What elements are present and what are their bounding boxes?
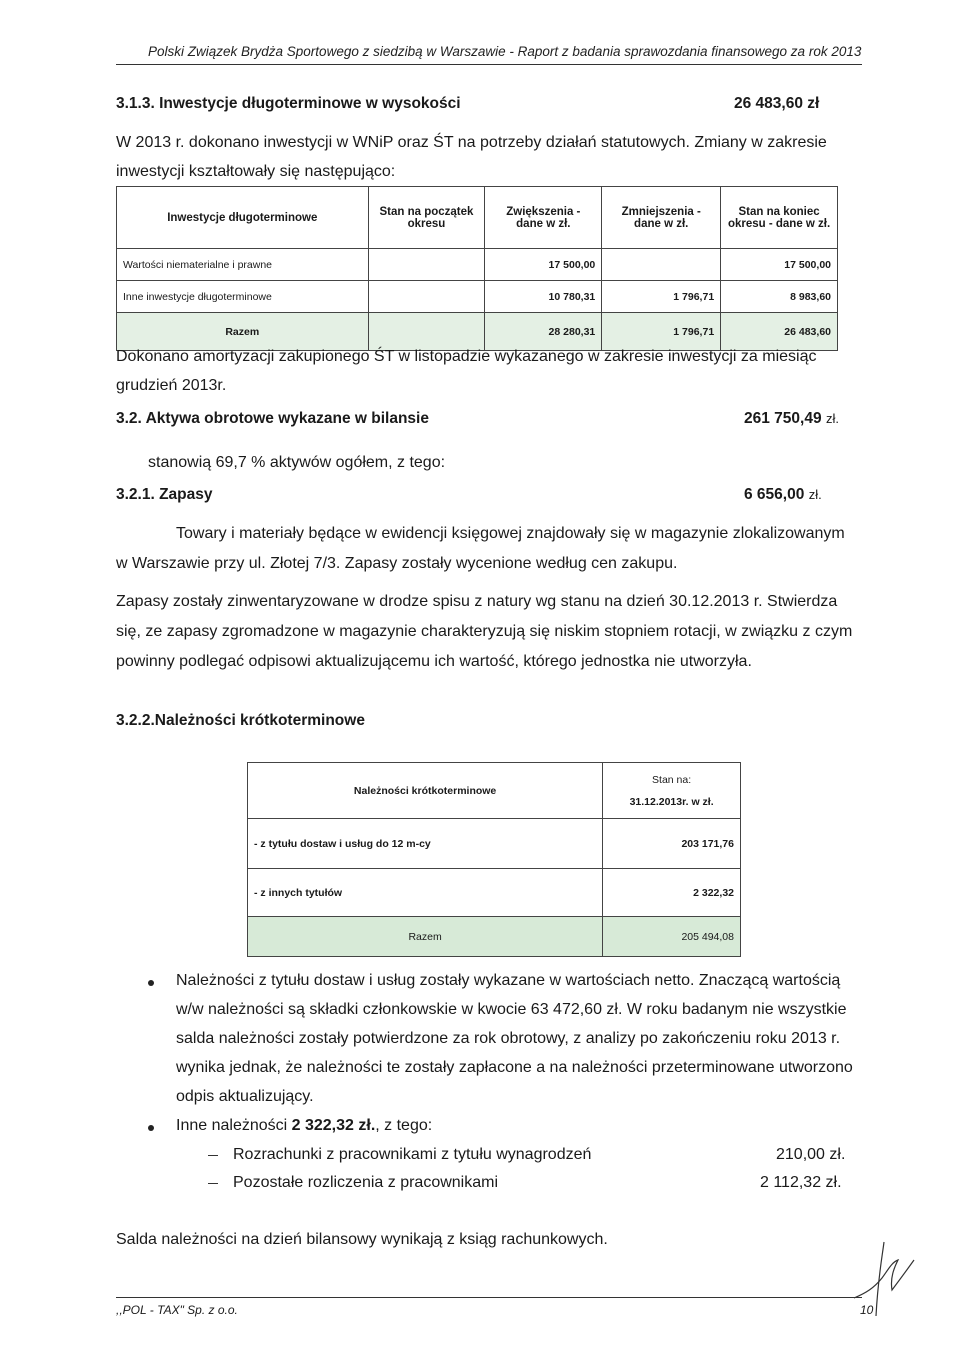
footer-company: ,,POL - TAX" Sp. z o.o.	[116, 1303, 238, 1317]
dash-icon	[208, 1183, 218, 1184]
cell	[368, 249, 485, 281]
section-3-2-1-title: 3.2.1. Zapasy	[116, 486, 213, 503]
investments-table	[116, 186, 838, 351]
dash-icon	[208, 1155, 218, 1156]
bullet-icon	[148, 980, 154, 986]
receivables-header: Należności krótkoterminowe	[248, 763, 603, 819]
amount-unit: zł.	[826, 411, 840, 426]
col-header-investments: Inwestycje długoterminowe	[117, 187, 369, 249]
bullet-icon	[148, 1125, 154, 1131]
section-3-2-amount	[744, 410, 839, 428]
cell: 28 280,31	[485, 313, 602, 351]
cell: 2 322,32	[603, 869, 741, 917]
other-receivables-amount: 2 322,32 zł.	[291, 1117, 376, 1134]
section-3-1-3-amount: 26 483,60 zł	[734, 95, 820, 112]
cell: 8 983,60	[721, 281, 838, 313]
inventory-line-1: Zapasy zostały zinwentaryzowane w drodze spisu z natury wg stanu na dzień 30.12.2013 r. Stwierdza	[116, 593, 838, 610]
other-receivables-label: Inne należności	[176, 1117, 292, 1134]
cell: 203 171,76	[603, 819, 741, 869]
cell: 1 796,71	[602, 313, 721, 351]
cell: 205 494,08	[603, 917, 741, 957]
row-label: Inne inwestycje długoterminowe	[117, 281, 369, 313]
detail-2-amount: 2 112,32 zł.	[760, 1174, 842, 1191]
amortization-line-1: Dokonano amortyzacji zakupionego ŚT w listopadzie wykazanego w zakresie inwestycji za miesiąc	[116, 348, 817, 365]
inventory-line-3: powinny podlegać odpisowi aktualizującemu ich wartość, którego jednostka nie utworzyła.	[116, 653, 752, 670]
table-row	[248, 819, 741, 869]
row-label: Razem	[248, 917, 603, 957]
cell: 17 500,00	[721, 249, 838, 281]
col-header-increase: Zwiększenia - dane w zł.	[485, 187, 602, 249]
table-total-row	[248, 917, 741, 957]
row-label: - z innych tytułów	[248, 869, 603, 917]
section-3-2-title: 3.2. Aktywa obrotowe wykazane w bilansie	[116, 410, 429, 427]
footer-rule	[116, 1297, 862, 1298]
row-label: - z tytułu dostaw i usług do 12 m-cy	[248, 819, 603, 869]
receivables-note-5: odpis aktualizujący.	[176, 1088, 314, 1105]
receivables-note-1: Należności z tytułu dostaw i usług zostały wykazane w wartościach netto. Znaczącą wartością	[176, 972, 841, 989]
balances-note: Salda należności na dzień bilansowy wynikają z ksiąg rachunkowych.	[116, 1231, 608, 1248]
section-3-1-3-title: 3.1.3. Inwestycje długoterminowe w wysokości	[116, 95, 461, 112]
section-3-2-2-title: 3.2.2.Należności krótkoterminowe	[116, 712, 365, 729]
amount-value: 6 656,00	[744, 486, 805, 503]
receivables-note-3: salda należności zostały potwierdzone za rok obrotowy, z analizy po zakończeniu roku 2013 r.	[176, 1030, 841, 1047]
amortization-line-2: grudzień 2013r.	[116, 377, 227, 394]
goods-line-1: Towary i materiały będące w ewidencji księgowej znajdowały się w magazynie zlokalizowanym	[176, 525, 845, 542]
col-header-end: Stan na koniec okresu - dane w zł.	[721, 187, 838, 249]
signature-icon	[848, 1238, 920, 1318]
goods-line-2: w Warszawie przy ul. Złotej 7/3. Zapasy zostały wycenione według cen zakupu.	[116, 555, 678, 572]
amount-value: 261 750,49	[744, 410, 822, 427]
amount-unit: zł.	[808, 487, 822, 502]
other-receivables	[176, 1111, 432, 1140]
stan-date: 31.12.2013r. w zł.	[629, 795, 714, 808]
col-header-start: Stan na początek okresu	[368, 187, 485, 249]
detail-2-label: Pozostałe rozliczenia z pracownikami	[233, 1174, 498, 1191]
row-label: Wartości niematerialne i prawne	[117, 249, 369, 281]
cell	[368, 281, 485, 313]
stan-label: Stan na:	[652, 773, 692, 786]
section-3-2-1-amount	[744, 486, 822, 504]
table-row	[117, 281, 838, 313]
cell: 1 796,71	[602, 281, 721, 313]
table-row	[117, 249, 838, 281]
inventory-line-2: się, ze zapasy zgromadzone w magazynie charakteryzują się niskim stopniem rotacji, w związku z czym	[116, 623, 853, 640]
cell	[602, 249, 721, 281]
receivables-note-2: w/w należności są składki członkowskie w kwocie 63 472,60 zł. W roku badanym nie wszystkie	[176, 1001, 847, 1018]
cell: 17 500,00	[485, 249, 602, 281]
receivables-note-4: wynika jednak, że należności te zostały zapłacone a na należności przeterminowane utworzono	[176, 1059, 853, 1076]
section-3-2-subtitle: stanowią 69,7 % aktywów ogółem, z tego:	[148, 454, 446, 471]
detail-1-label: Rozrachunki z pracownikami z tytułu wynagrodzeń	[233, 1146, 592, 1163]
col-header-decrease: Zmniejszenia - dane w zł.	[602, 187, 721, 249]
intro-line-2: inwestycji kształtowały się następująco:	[116, 163, 396, 180]
header-rule	[116, 64, 862, 65]
page-number: 10	[860, 1303, 874, 1317]
detail-1-amount: 210,00 zł.	[776, 1146, 846, 1163]
table-row	[248, 869, 741, 917]
other-receivables-suffix: , z tego:	[375, 1117, 433, 1134]
cell: 10 780,31	[485, 281, 602, 313]
intro-line-1: W 2013 r. dokonano inwestycji w WNiP oraz ŚT na potrzeby działań statutowych. Zmiany w zakresie	[116, 134, 827, 151]
row-label: Razem	[117, 313, 369, 351]
receivables-table	[247, 762, 741, 957]
cell: 26 483,60	[721, 313, 838, 351]
page-header: Polski Związek Brydża Sportowego z siedzibą w Warszawie - Raport z badania sprawozdania finansowego za rok 2013	[148, 44, 862, 59]
stan-header	[603, 763, 741, 819]
